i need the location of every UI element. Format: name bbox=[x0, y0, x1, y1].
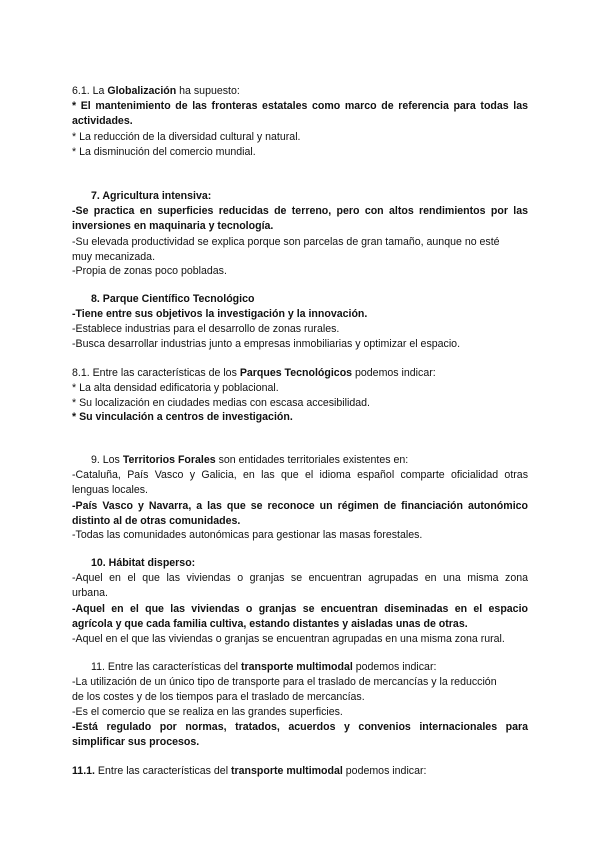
q8-1-answer-correct: * Su vinculación a centros de investigación. bbox=[72, 411, 293, 423]
q10-option-1: -Aquel en el que las viviendas o granjas se encuentran agrupadas en una misma zona bbox=[72, 572, 528, 584]
q7-answer-correct-cont: inversiones en maquinaria y tecnología. bbox=[72, 220, 274, 232]
q10-option-1-cont: urbana. bbox=[72, 587, 108, 599]
q8-option-3: -Busca desarrollar industrias junto a empresas inmobiliarias y optimizar el espacio. bbox=[72, 338, 461, 350]
q8-1-keyword: Parques Tecnológicos bbox=[239, 367, 353, 379]
q8-1-question: 8.1. Entre las características de los Parques Tecnológicos podemos indicar: bbox=[72, 367, 436, 379]
q10-option-3: -Aquel en el que las viviendas o granjas se encuentran agrupadas en una misma zona rural. bbox=[72, 633, 505, 645]
q9-answer-correct-cont: distinto al de otras comunidades. bbox=[72, 515, 241, 527]
q8-option-2: -Establece industrias para el desarrollo de zonas rurales. bbox=[72, 323, 340, 335]
q7-option-3: -Propia de zonas poco pobladas. bbox=[72, 265, 227, 277]
q11-option-1-cont: de los costes y de los tiempos para el traslado de mercancías. bbox=[72, 691, 365, 703]
q9-answer-correct: -País Vasco y Navarra, a las que se reconoce un régimen de financiación autonómico bbox=[72, 500, 528, 512]
q9-option-3: -Todas las comunidades autonómicas para gestionar las masas forestales. bbox=[72, 529, 423, 541]
q11-1-keyword: transporte multimodal bbox=[231, 765, 343, 777]
q10-heading: 10. Hábitat disperso: bbox=[91, 557, 196, 569]
q11-1-number: 11.1. bbox=[72, 765, 95, 777]
q9-question: 9. Los Territorios Forales son entidades territoriales existentes en: bbox=[91, 454, 409, 466]
q6-1-answer-correct-cont: actividades. bbox=[72, 115, 133, 127]
q9-option-1-cont: lenguas locales. bbox=[72, 484, 148, 496]
q11-keyword: transporte multimodal bbox=[240, 661, 353, 673]
q8-heading: 8. Parque Científico Tecnológico bbox=[91, 293, 255, 305]
q11-answer-correct-cont: simplificar sus procesos. bbox=[72, 736, 200, 748]
q7-heading: 7. Agricultura intensiva: bbox=[91, 190, 212, 202]
q7-option-2: -Su elevada productividad se explica porque son parcelas de gran tamaño, aunque no esté bbox=[72, 236, 500, 248]
q7-answer-correct: -Se practica en superficies reducidas de terreno, pero con altos rendimientos por las bbox=[72, 205, 528, 217]
q11-option-1: -La utilización de un único tipo de transporte para el traslado de mercancías y la reducción bbox=[72, 676, 497, 688]
q8-answer-correct: -Tiene entre sus objetivos la investigación y la innovación. bbox=[72, 308, 368, 320]
q8-1-option-2: * Su localización en ciudades medias con escasa accesibilidad. bbox=[72, 397, 370, 409]
q6-1-answer-correct: * El mantenimiento de las fronteras estatales como marco de referencia para todas las bbox=[72, 100, 528, 112]
q8-1-option-1: * La alta densidad edificatoria y poblacional. bbox=[72, 382, 279, 394]
q6-1-option-2: * La reducción de la diversidad cultural y natural. bbox=[72, 131, 301, 143]
q9-option-1: -Cataluña, País Vasco y Galicia, en las que el idioma español comparte oficialidad otras bbox=[72, 469, 528, 481]
q6-1-option-3: * La disminución del comercio mundial. bbox=[72, 146, 256, 158]
q6-1-question: 6.1. La Globalización ha supuesto: bbox=[72, 85, 240, 97]
q9-keyword: Territorios Forales bbox=[122, 454, 216, 466]
q11-answer-correct: -Está regulado por normas, tratados, acuerdos y convenios internacionales para bbox=[72, 721, 528, 733]
q6-1-keyword: Globalización bbox=[107, 85, 177, 97]
q11-question: 11. Entre las características del transporte multimodal podemos indicar: bbox=[91, 661, 437, 673]
q11-option-2: -Es el comercio que se realiza en las grandes superficies. bbox=[72, 706, 343, 718]
q10-answer-correct: -Aquel en el que las viviendas o granjas se encuentran diseminadas en el espacio bbox=[72, 603, 528, 615]
q10-answer-correct-cont: agrícola y que cada familia cultiva, estando distantes y aisladas unas de otras. bbox=[72, 618, 468, 630]
q7-option-2-cont: muy mecanizada. bbox=[72, 251, 156, 263]
q11-1-question: 11.1. Entre las características del transporte multimodal podemos indicar: bbox=[72, 765, 427, 777]
